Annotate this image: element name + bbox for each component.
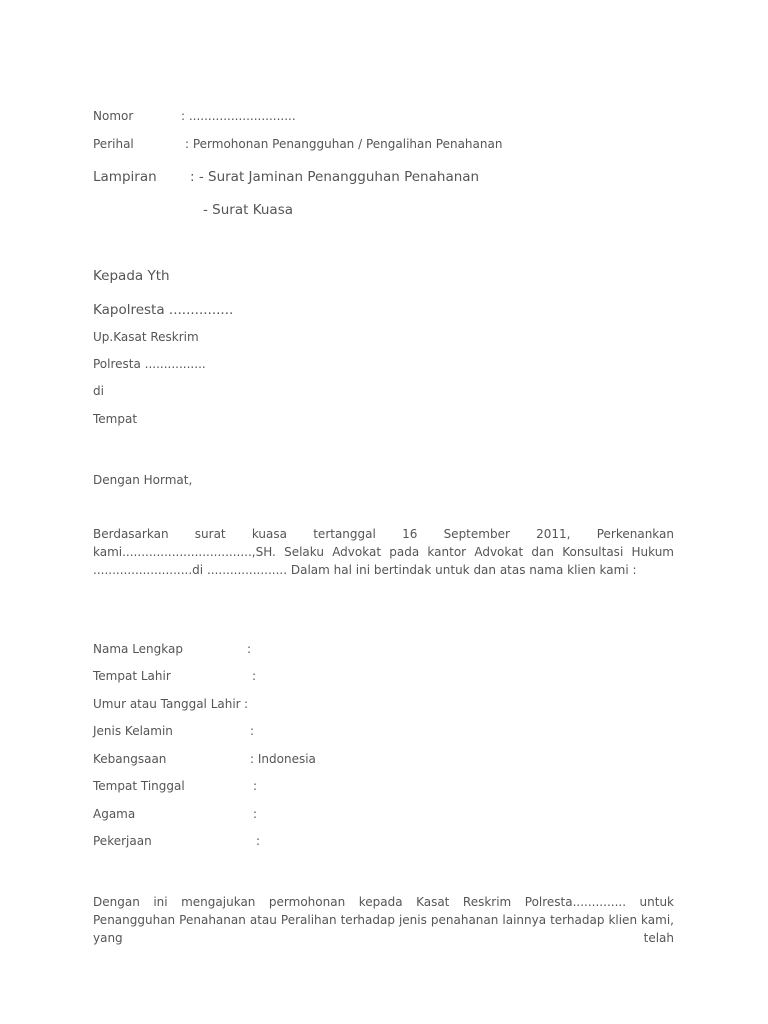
perihal-line <box>93 136 503 152</box>
recipient-polresta: Polresta ................ <box>93 357 206 371</box>
field-label: Umur atau Tanggal Lahir <box>93 697 241 711</box>
recipient-tempat: Tempat <box>93 412 138 426</box>
intro-paragraph: Berdasarkan surat kuasa tertanggal 16 September 2011, Perkenankan kami..................................,SH. Selaku Advokat pada kantor Advokat dan Konsultasi Hukum ..........................di ..................... Dalam hal ini bertindak untuk dan atas nama klien kami : <box>93 527 674 577</box>
lampiran-label: Lampiran <box>93 169 157 185</box>
field-label: Agama <box>93 807 136 821</box>
field-value: : <box>256 834 261 848</box>
field-agama <box>93 806 258 822</box>
recipient-up: Up.Kasat Reskrim <box>93 330 199 344</box>
perihal-value: : Permohonan Penangguhan / Pengalihan Penahanan <box>185 137 503 151</box>
field-pekerjaan <box>93 833 261 849</box>
field-value: : <box>250 724 255 738</box>
greeting: Dengan Hormat, <box>93 473 193 487</box>
field-label: Tempat Lahir <box>93 669 171 683</box>
field-value: : <box>253 807 258 821</box>
field-label: Kebangsaan <box>93 752 167 766</box>
recipient-kapolresta: Kapolresta ............... <box>93 302 234 318</box>
field-jenis-kelamin <box>93 723 255 739</box>
field-value: : <box>244 697 249 711</box>
lampiran-value-1: : - Surat Jaminan Penangguhan Penahanan <box>190 169 480 185</box>
field-tempat-lahir <box>93 668 257 684</box>
nomor-line <box>93 108 296 124</box>
field-nama-lengkap <box>93 641 252 657</box>
recipient-kepada: Kepada Yth <box>93 268 170 284</box>
field-value: : <box>247 642 252 656</box>
field-kebangsaan <box>93 751 316 767</box>
field-umur <box>93 696 249 712</box>
field-label: Tempat Tinggal <box>93 779 185 793</box>
field-value: : <box>252 669 257 683</box>
field-tempat-tinggal <box>93 778 258 794</box>
recipient-di: di <box>93 384 104 398</box>
request-paragraph: Dengan ini mengajukan permohonan kepada Kasat Reskrim Polresta.............. untuk Penangguhan Penahanan atau Peralihan terhadap jenis penahanan lainnya terhadap klien kami, yang telah <box>93 895 674 945</box>
field-value: : Indonesia <box>250 752 316 766</box>
lampiran-line <box>93 168 480 186</box>
nomor-label: Nomor <box>93 109 134 123</box>
field-label: Nama Lengkap <box>93 642 183 656</box>
lampiran-value-2: - Surat Kuasa <box>203 202 294 218</box>
nomor-value: : ............................ <box>181 109 296 123</box>
field-value: : <box>253 779 258 793</box>
perihal-label: Perihal <box>93 137 134 151</box>
field-label: Jenis Kelamin <box>93 724 173 738</box>
field-label: Pekerjaan <box>93 834 152 848</box>
